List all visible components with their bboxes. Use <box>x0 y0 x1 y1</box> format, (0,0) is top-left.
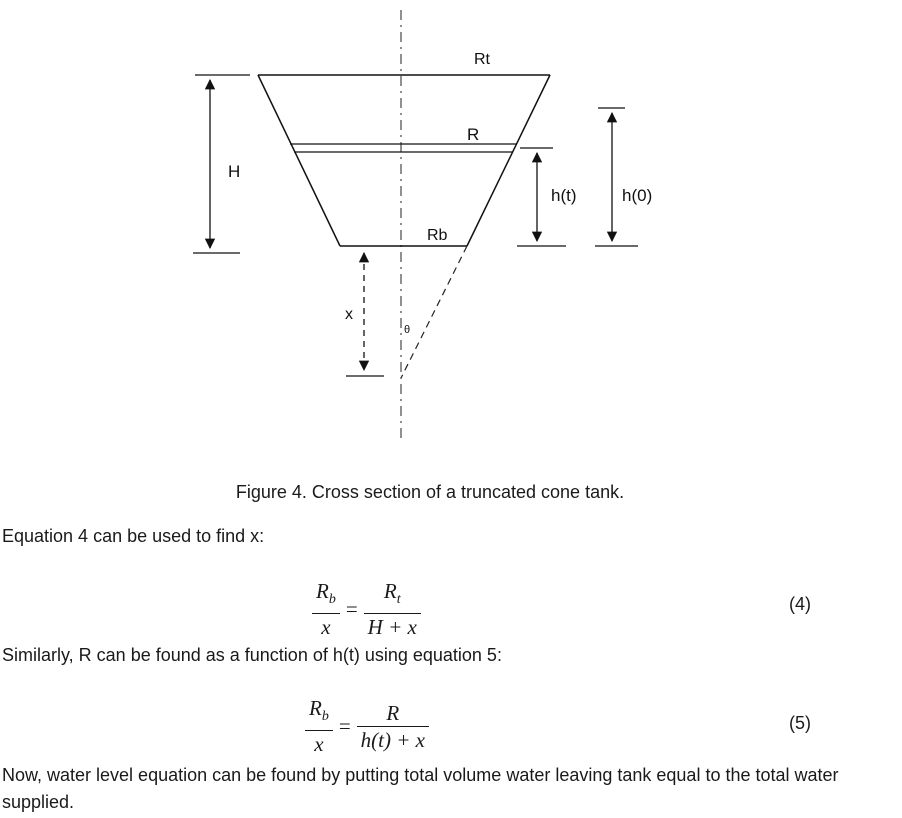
label-theta: θ <box>404 324 411 336</box>
label-ht: h(t) <box>551 186 577 205</box>
equation-4-number: (4) <box>789 594 811 614</box>
eq5-lhs-fraction: $\frac{R_b}{x}$ <box>305 695 333 757</box>
cone-extension-dashed <box>401 246 467 378</box>
label-r: R <box>467 125 480 144</box>
equation-5: $\frac{R_b}{x}$ = $\frac{R}{h(t) + x}$ <box>305 695 429 757</box>
eq4-lhs-fraction: $\frac{R_b}{x}$ <box>312 578 340 640</box>
equation-4: $\frac{R_b}{x}$ = $\frac{R_t}{H + x}$ <box>312 578 421 640</box>
label-rt: Rt <box>474 51 490 68</box>
intro-eq5-text: Similarly, R can be found as a function of h(t) using equation 5: <box>2 645 502 665</box>
label-h0: h(0) <box>622 186 653 205</box>
label-x: x <box>345 306 353 323</box>
intro-eq4-text: Equation 4 can be used to find x: <box>2 526 265 546</box>
eq4-rhs-fraction: $\frac{R_t}{H + x}$ <box>364 578 421 640</box>
eq5-rhs-fraction: $\frac{R}{h(t) + x}$ <box>357 700 429 753</box>
figure-caption: Figure 4. Cross section of a truncated cone tank. <box>235 482 625 502</box>
label-h: H <box>228 162 241 181</box>
conclusion-text: Now, water level equation can be found by putting total volume water leaving tank equal to the total water supplied. <box>2 765 839 812</box>
label-rb: Rb <box>427 227 448 244</box>
equation-5-number: (5) <box>789 713 811 733</box>
tank-left-wall <box>258 75 340 246</box>
